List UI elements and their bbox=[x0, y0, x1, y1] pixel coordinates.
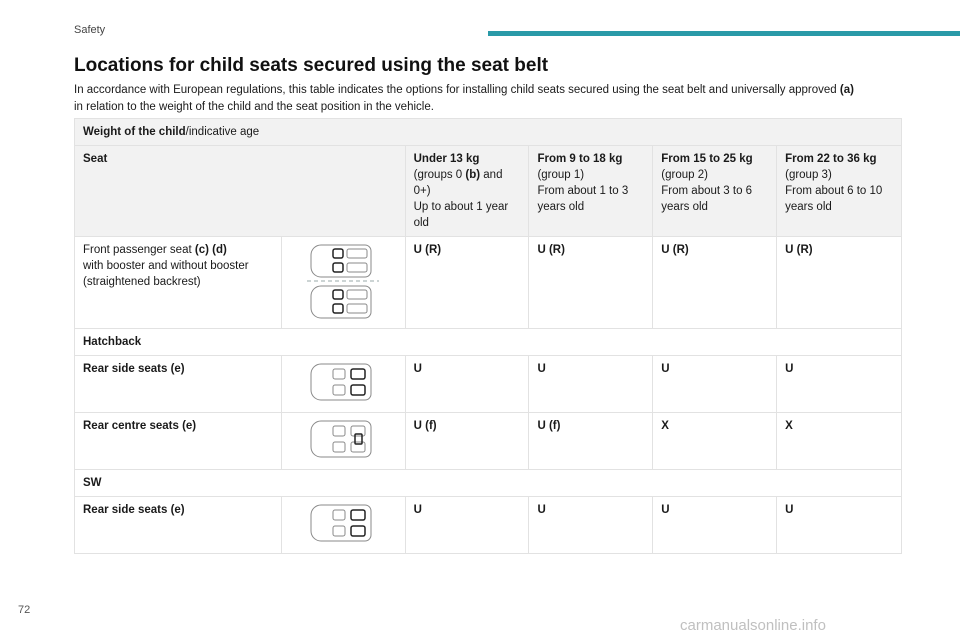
group-row-hatchback bbox=[75, 329, 902, 356]
col-group: (group 2) bbox=[661, 169, 708, 181]
hatch-rear-side-label: Rear side seats (e) bbox=[75, 356, 282, 413]
page-title: Locations for child seats secured using the seat belt bbox=[74, 55, 549, 76]
section-name: Safety bbox=[74, 24, 106, 36]
col-header-15to25 bbox=[653, 146, 777, 237]
col-group: (group 1) bbox=[537, 169, 585, 181]
sw-rear-side-row bbox=[75, 497, 902, 554]
col-header-22to36 bbox=[777, 146, 902, 237]
intro-text-2: in relation to the weight of the child and the seat position in the vehicle. bbox=[74, 101, 434, 113]
sw-side-cell-4: U bbox=[777, 497, 902, 554]
weight-header-cell bbox=[75, 119, 902, 146]
col-group-post: and 0+) bbox=[413, 169, 503, 197]
hatch-side-cell-2: U bbox=[529, 356, 653, 413]
front-cell-2: U (R) bbox=[529, 237, 653, 329]
hatch-rear-centre-row bbox=[75, 413, 902, 470]
car-rear-centre-seat-icon bbox=[307, 417, 379, 461]
sw-side-cell-2: U bbox=[529, 497, 653, 554]
intro-ref-a: (a) bbox=[839, 84, 854, 96]
hatch-rear-centre-diagram bbox=[281, 413, 405, 470]
col-group bbox=[414, 167, 521, 199]
seat-header-row bbox=[75, 146, 902, 237]
front-cell-3: U (R) bbox=[653, 237, 777, 329]
hatch-rear-side-diagram bbox=[281, 356, 405, 413]
watermark: carmanualsonline.info bbox=[680, 617, 826, 634]
header-accent-bar bbox=[488, 31, 960, 36]
hatch-centre-cell-3: X bbox=[653, 413, 777, 470]
sw-side-cell-3: U bbox=[653, 497, 777, 554]
hatch-centre-cell-2: U (f) bbox=[529, 413, 653, 470]
car-front-seat-icon bbox=[307, 241, 379, 323]
seat-header-label: Seat bbox=[75, 146, 406, 237]
col-title: Under 13 kg bbox=[413, 153, 480, 165]
page-number: 72 bbox=[18, 604, 31, 616]
col-header-9to18 bbox=[529, 146, 653, 237]
col-age: From about 6 to 10 years old bbox=[785, 185, 883, 213]
sw-rear-side-label: Rear side seats (e) bbox=[75, 497, 282, 554]
front-cell-1: U (R) bbox=[405, 237, 529, 329]
weight-header-bold: Weight of the child bbox=[83, 126, 186, 138]
col-title: From 15 to 25 kg bbox=[661, 153, 753, 165]
sw-rear-side-diagram bbox=[281, 497, 405, 554]
front-seat-diagram bbox=[281, 237, 405, 329]
car-sw-rear-side-seat-icon bbox=[307, 501, 379, 545]
front-label-ref: (c) (d) bbox=[194, 244, 227, 256]
col-group: (group 3) bbox=[785, 169, 832, 181]
hatch-rear-centre-label: Rear centre seats (e) bbox=[75, 413, 282, 470]
sw-side-cell-1: U bbox=[405, 497, 529, 554]
col-title: From 9 to 18 kg bbox=[537, 153, 623, 165]
child-seat-table bbox=[74, 118, 902, 554]
front-passenger-row bbox=[75, 237, 902, 329]
weight-header-row bbox=[75, 119, 902, 146]
group-row-sw bbox=[75, 470, 902, 497]
group-label-hatchback: Hatchback bbox=[75, 329, 902, 356]
hatch-centre-cell-4: X bbox=[777, 413, 902, 470]
front-label-text: Front passenger seat bbox=[83, 244, 195, 256]
intro-paragraph bbox=[74, 82, 904, 116]
front-label-rest: with booster and without booster (straightened backrest) bbox=[83, 260, 249, 288]
hatch-side-cell-1: U bbox=[405, 356, 529, 413]
hatch-centre-cell-1: U (f) bbox=[405, 413, 529, 470]
hatch-side-cell-3: U bbox=[653, 356, 777, 413]
col-age: Up to about 1 year old bbox=[413, 201, 509, 229]
col-group-ref: (b) bbox=[465, 169, 481, 181]
front-passenger-label bbox=[75, 237, 282, 329]
hatch-rear-side-row bbox=[75, 356, 902, 413]
col-group-pre: (groups 0 bbox=[413, 169, 466, 181]
weight-header-rest: /indicative age bbox=[185, 126, 260, 138]
col-age: From about 1 to 3 years old bbox=[537, 185, 629, 213]
hatch-side-cell-4: U bbox=[777, 356, 902, 413]
intro-text-1: In accordance with European regulations, this table indicates the options for installing child seats secured using the seat belt and universally approved bbox=[74, 84, 840, 96]
col-title: From 22 to 36 kg bbox=[785, 153, 877, 165]
car-rear-side-seat-icon bbox=[307, 360, 379, 404]
front-cell-4: U (R) bbox=[777, 237, 902, 329]
col-age: From about 3 to 6 years old bbox=[661, 185, 753, 213]
col-header-under13 bbox=[405, 146, 529, 237]
group-label-sw: SW bbox=[75, 470, 902, 497]
